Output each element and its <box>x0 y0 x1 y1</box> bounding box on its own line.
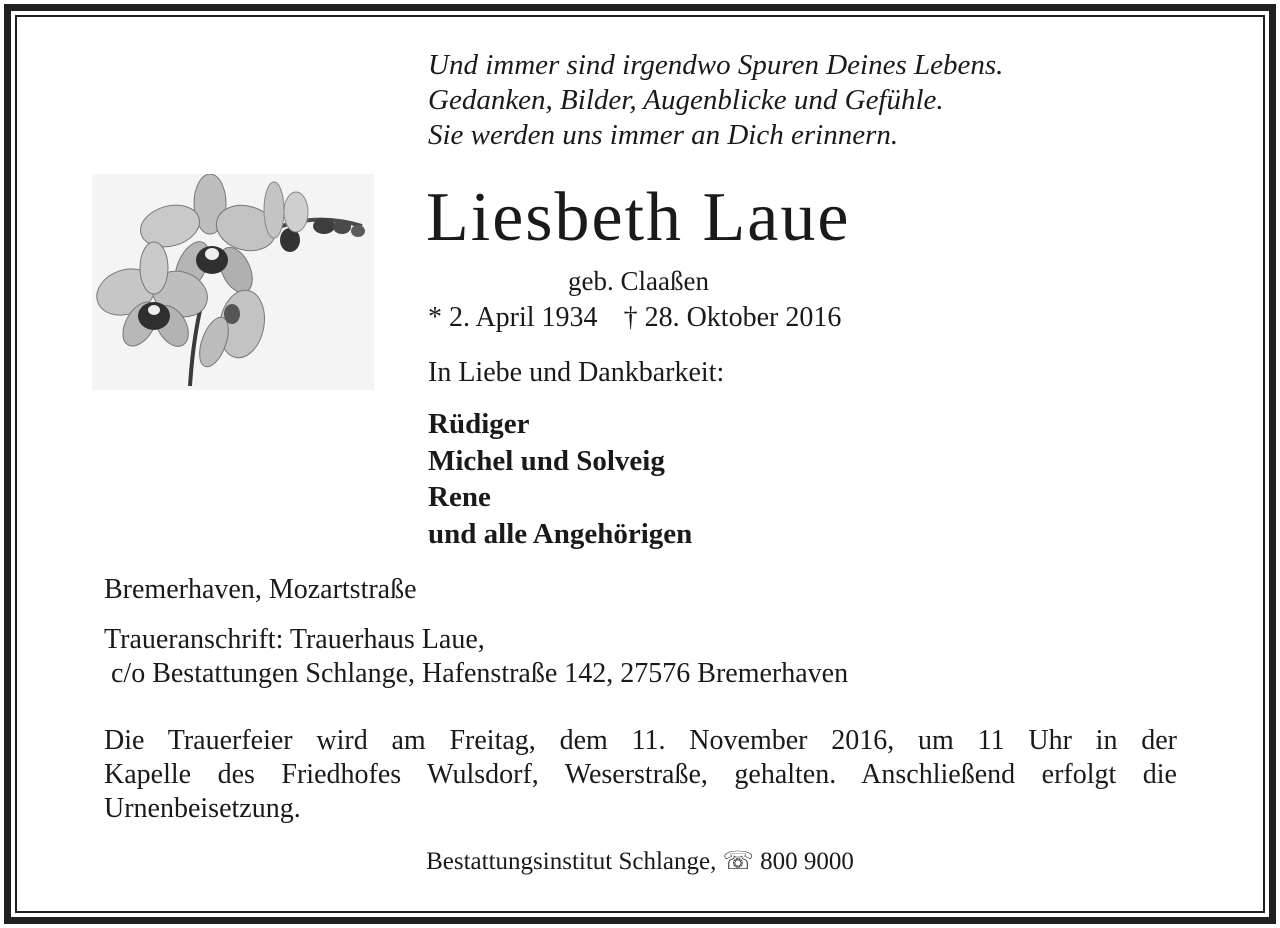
ceremony-info <box>104 724 1177 826</box>
ceremony-line: Kapelle des Friedhofes Wulsdorf, Weserstraße, gehalten. Anschließend erfolgt die <box>104 759 1177 790</box>
death-date: † 28. Oktober 2016 <box>623 302 842 333</box>
dedication: In Liebe und Dankbarkeit: <box>428 357 725 388</box>
memorial-quote <box>428 48 1003 153</box>
location: Bremerhaven, Mozartstraße <box>104 574 417 605</box>
life-dates <box>428 301 841 335</box>
mourner-name: und alle Angehörigen <box>428 517 693 550</box>
mourner-name: Rene <box>428 481 491 513</box>
address-line: Traueranschrift: Trauerhaus Laue, <box>104 624 485 655</box>
orchid-illustration <box>92 174 374 390</box>
mourner-name: Rüdiger <box>428 408 530 440</box>
ceremony-line: Die Trauerfeier wird am Freitag, dem 11. November 2016, um 11 Uhr in der <box>104 725 1177 756</box>
quote-line: Gedanken, Bilder, Augenblicke und Gefühle. <box>428 84 944 116</box>
address-line: c/o Bestattungen Schlange, Hafenstraße 142, 27576 Bremerhaven <box>104 658 849 689</box>
deceased-name: Liesbeth Laue <box>426 179 851 256</box>
mourner-name: Michel und Solveig <box>428 444 665 477</box>
mourning-address <box>104 623 848 691</box>
birth-date: * 2. April 1934 <box>428 302 598 333</box>
ceremony-line: Urnenbeisetzung. <box>104 793 301 824</box>
funeral-home-footer: Bestattungsinstitut Schlange, ☏ 800 9000 <box>426 848 854 875</box>
quote-line: Sie werden uns immer an Dich erinnern. <box>428 119 899 151</box>
birth-name: geb. Claaßen <box>568 266 709 296</box>
mourners-list <box>428 406 692 552</box>
quote-line: Und immer sind irgendwo Spuren Deines Lebens. <box>428 49 1004 81</box>
